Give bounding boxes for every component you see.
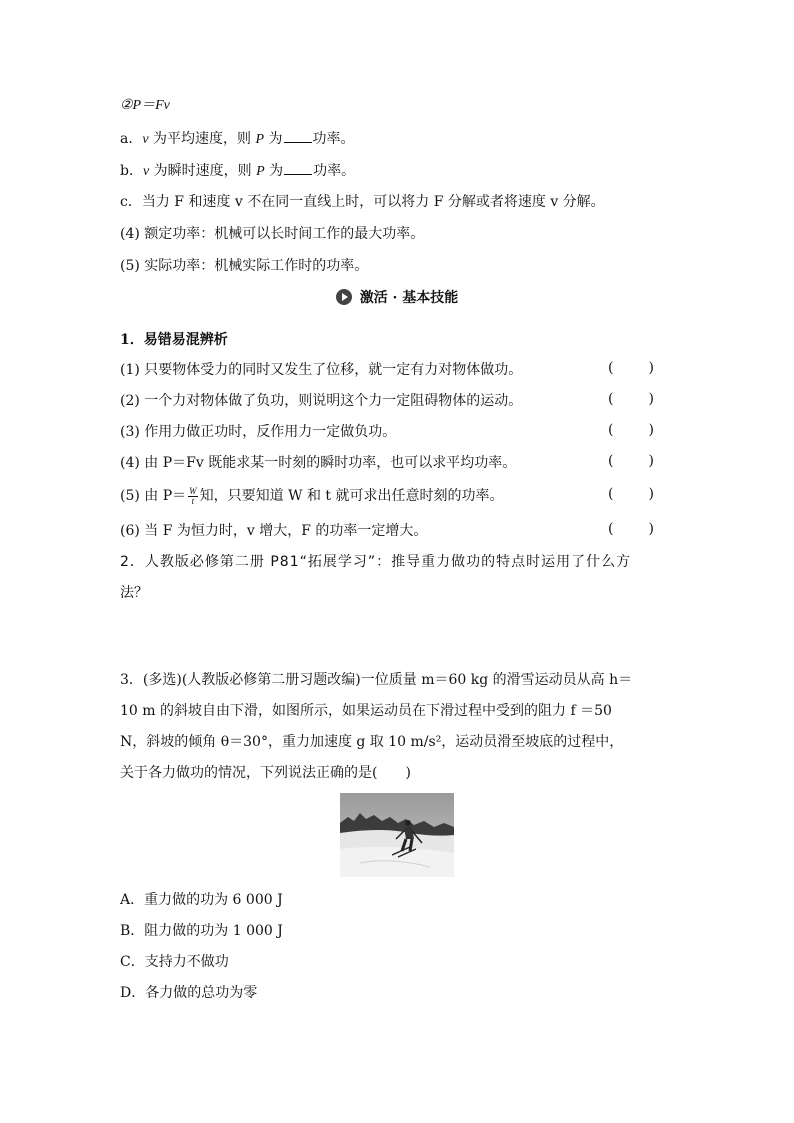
fraction-den: t: [191, 495, 195, 506]
section-title: 激活 · 基本技能: [359, 290, 459, 306]
judgement-5: [120, 486, 503, 506]
q2-line-2: 法？: [120, 585, 148, 601]
paren-close: ): [648, 391, 654, 407]
fill-blank-b[interactable]: [284, 160, 312, 175]
line-b-prefix: b．: [120, 163, 143, 179]
q3-line-1: 3．(多选)(人教版必修第二册习题改编)一位质量 m＝60 kg 的滑雪运动员从高 h＝: [120, 672, 633, 688]
fraction-w-over-t: [188, 487, 198, 506]
q3-line-4: 关于各力做功的情况，下列说法正确的是( ): [120, 765, 411, 781]
line-b-text2: 为: [264, 163, 284, 179]
fill-blank-a[interactable]: [284, 128, 312, 143]
line-5: (5) 实际功率：机械实际工作时的功率。: [120, 258, 369, 274]
answer-paren-1[interactable]: [608, 360, 654, 376]
option-b[interactable]: B．阻力做的功为 1 000 J: [120, 923, 283, 939]
paren-open: (: [608, 360, 614, 376]
line-4: (4) 额定功率：机械可以长时间工作的最大功率。: [120, 226, 425, 242]
option-c[interactable]: C．支持力不做功: [120, 954, 229, 970]
judgement-4: (4) 由 P＝Fv 既能求某一时刻的瞬时功率，也可以求平均功率。: [120, 455, 517, 471]
judgement-5-tail: 知，只要知道 W 和 t 就可求出任意时刻的功率。: [199, 488, 504, 504]
paren-close: ): [648, 521, 654, 537]
paren-open: (: [608, 521, 614, 537]
judgement-2: (2) 一个力对物体做了负功，则说明这个力一定阻碍物体的运动。: [120, 393, 523, 409]
paren-close: ): [648, 486, 654, 502]
judgement-1: (1) 只要物体受力的同时又发生了位移，就一定有力对物体做功。: [120, 362, 523, 378]
answer-paren-6[interactable]: [608, 521, 654, 537]
skier-photo: [340, 793, 454, 877]
line-a-P: P: [255, 132, 265, 147]
line-b: [120, 160, 355, 182]
formula-heading: ②P＝Fv: [120, 98, 170, 113]
paren-close: ): [648, 422, 654, 438]
paren-open: (: [608, 486, 614, 502]
judgement-5-head: (5) 由 P＝: [120, 488, 187, 504]
q2-line-1: 2．人教版必修第二册 P81“拓展学习”：推导重力做功的特点时运用了什么方: [120, 554, 632, 570]
q3-line-3: N，斜坡的倾角 θ＝30°，重力加速度 g 取 10 m/s²，运动员滑至坡底的过程中，: [120, 734, 624, 750]
line-a-text3: 功率。: [312, 131, 355, 147]
paren-open: (: [608, 422, 614, 438]
line-b-P: P: [256, 164, 265, 179]
line-a-prefix: a．: [120, 131, 143, 147]
paren-close: ): [648, 453, 654, 469]
line-b-text1: 为瞬时速度，则: [149, 163, 257, 179]
paren-close: ): [648, 360, 654, 376]
line-b-text3: 功率。: [313, 163, 356, 179]
answer-paren-4[interactable]: [608, 453, 654, 469]
paren-open: (: [608, 391, 614, 407]
paren-open: (: [608, 453, 614, 469]
skier-illustration: [340, 793, 454, 877]
answer-paren-2[interactable]: [608, 391, 654, 407]
line-c: c．当力 F 和速度 v 不在同一直线上时，可以将力 F 分解或者将速度 v 分解。: [120, 194, 605, 210]
line-a-text2: 为: [264, 131, 283, 147]
line-a: [120, 128, 355, 150]
judgement-3: (3) 作用力做正功时，反作用力一定做负功。: [120, 424, 397, 440]
q1-title: 1．易错易混辨析: [120, 332, 228, 348]
section-heading: [0, 288, 794, 308]
play-icon: [336, 289, 352, 305]
fraction-num: W: [189, 485, 197, 496]
line-a-v: v: [142, 132, 149, 147]
q3-line-2: 10 m 的斜坡自由下滑，如图所示，如果运动员在下滑过程中受到的阻力 f ＝50: [120, 703, 612, 719]
option-d[interactable]: D．各力做的总功为零: [120, 985, 258, 1001]
line-a-text1: 为平均速度，则: [148, 131, 256, 147]
answer-paren-5[interactable]: [608, 486, 654, 502]
option-a[interactable]: A．重力做的功为 6 000 J: [120, 892, 283, 908]
answer-paren-3[interactable]: [608, 422, 654, 438]
judgement-6: (6) 当 F 为恒力时，v 增大，F 的功率一定增大。: [120, 523, 428, 539]
line-b-v: v: [142, 164, 150, 179]
